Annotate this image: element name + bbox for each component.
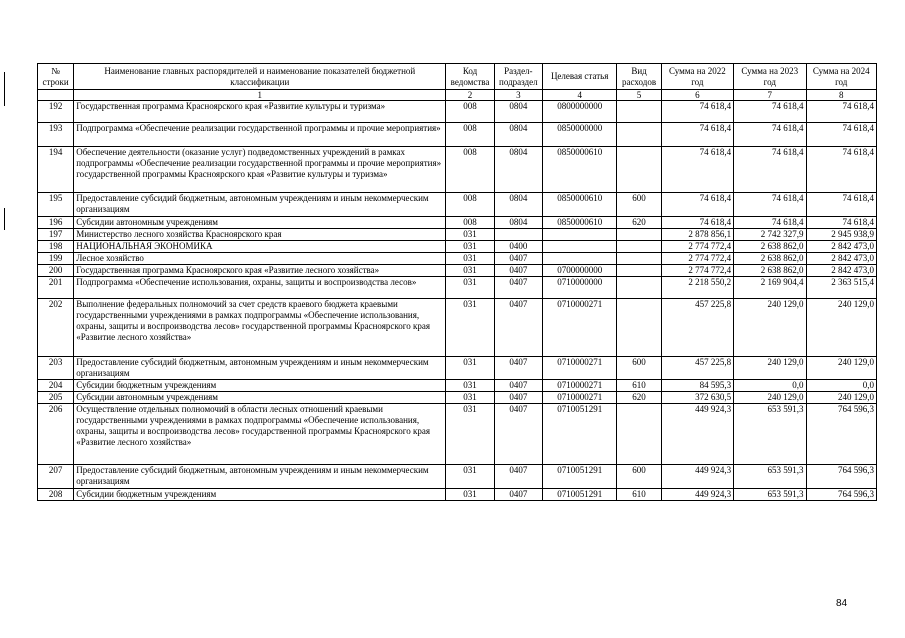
row-section-cell: 0407 [494, 392, 542, 404]
row-sum-2024-cell: 764 596,3 [806, 404, 877, 465]
row-section-cell: 0407 [494, 277, 542, 299]
row-expense-type-cell [617, 277, 661, 299]
row-number-cell: 196 [38, 217, 74, 229]
row-expense-type-cell [617, 299, 661, 357]
row-expense-type-cell: 610 [617, 489, 661, 501]
column-number: 1 [74, 90, 446, 101]
row-sum-2024-cell: 74 618,4 [806, 101, 877, 123]
table-row [38, 241, 877, 253]
row-section-cell: 0804 [494, 217, 542, 229]
row-target-item-cell: 0710000271 [542, 392, 616, 404]
row-sum-2022-cell: 2 218 550,2 [661, 277, 733, 299]
row-section-cell: 0407 [494, 265, 542, 277]
table-row [38, 147, 877, 193]
table-row [38, 253, 877, 265]
row-section-cell: 0400 [494, 241, 542, 253]
row-section-cell: 0407 [494, 299, 542, 357]
row-sum-2024-cell: 2 945 938,9 [806, 229, 877, 241]
row-sum-2023-cell: 74 618,4 [734, 147, 806, 193]
row-section-cell: 0407 [494, 404, 542, 465]
row-section-cell: 0804 [494, 193, 542, 217]
row-sum-2024-cell: 74 618,4 [806, 193, 877, 217]
row-sum-2023-cell: 653 591,3 [734, 489, 806, 501]
table-row [38, 265, 877, 277]
row-sum-2022-cell: 449 924,3 [661, 465, 733, 489]
row-expense-type-cell: 610 [617, 380, 661, 392]
row-section-cell: 0804 [494, 101, 542, 123]
row-sum-2024-cell: 74 618,4 [806, 217, 877, 229]
row-expense-type-cell [617, 404, 661, 465]
column-number: 2 [446, 90, 494, 101]
row-sum-2024-cell: 0,0 [806, 380, 877, 392]
row-sum-2022-cell: 74 618,4 [661, 101, 733, 123]
row-sum-2023-cell: 74 618,4 [734, 123, 806, 147]
row-section-cell: 0804 [494, 123, 542, 147]
row-name-cell: Предоставление субсидий бюджетным, автономным учреждениям и иным некоммерческим организациям [74, 357, 446, 380]
header-sum-2023: Сумма на 2023 год [734, 64, 806, 90]
row-sum-2024-cell: 764 596,3 [806, 465, 877, 489]
row-sum-2022-cell: 74 618,4 [661, 193, 733, 217]
row-expense-type-cell [617, 101, 661, 123]
column-number: 6 [661, 90, 733, 101]
row-sum-2023-cell: 653 591,3 [734, 404, 806, 465]
row-number-cell: 194 [38, 147, 74, 193]
row-expense-type-cell [617, 241, 661, 253]
header-sum-2022: Сумма на 2022 год [661, 64, 733, 90]
row-dept-code-cell: 008 [446, 101, 494, 123]
row-name-cell: Выполнение федеральных полномочий за счет средств краевого бюджета краевыми государственными учреждениями в рамках подпрограммы «Обеспечение использования, охраны, защиты и воспроизводства лесов» государственной программы Красноярского края «Развитие лесного хозяйства» [74, 299, 446, 357]
row-dept-code-cell: 031 [446, 299, 494, 357]
row-name-cell: НАЦИОНАЛЬНАЯ ЭКОНОМИКА [74, 241, 446, 253]
row-target-item-cell: 0710000271 [542, 380, 616, 392]
row-sum-2024-cell: 2 842 473,0 [806, 241, 877, 253]
column-number: 5 [617, 90, 661, 101]
row-target-item-cell: 0710000271 [542, 299, 616, 357]
row-name-cell: Государственная программа Красноярского края «Развитие культуры и туризма» [74, 101, 446, 123]
row-expense-type-cell: 600 [617, 357, 661, 380]
header-dept-code: Код ведомства [446, 64, 494, 90]
row-name-cell: Осуществление отдельных полномочий в области лесных отношений краевыми государственными учреждениями в рамках подпрограммы «Обеспечение использования, охраны, защиты и воспроизводства лесов» государственной программы Красноярского края «Развитие лесного хозяйства» [74, 404, 446, 465]
row-name-cell: Обеспечение деятельности (оказание услуг) подведомственных учреждений в рамках подпрограммы «Обеспечение реализации государственной программы и прочие мероприятия» государственной программы Красноярского края «Развитие культуры и туризма» [74, 147, 446, 193]
row-sum-2022-cell: 74 618,4 [661, 123, 733, 147]
row-section-cell [494, 229, 542, 241]
row-sum-2022-cell: 449 924,3 [661, 489, 733, 501]
row-sum-2023-cell: 653 591,3 [734, 465, 806, 489]
row-sum-2022-cell: 449 924,3 [661, 404, 733, 465]
row-dept-code-cell: 031 [446, 265, 494, 277]
row-name-cell: Субсидии бюджетным учреждениям [74, 489, 446, 501]
header-sum-2024: Сумма на 2024 год [806, 64, 877, 90]
row-sum-2024-cell: 764 596,3 [806, 489, 877, 501]
row-sum-2022-cell: 372 630,5 [661, 392, 733, 404]
row-sum-2023-cell: 74 618,4 [734, 217, 806, 229]
row-sum-2023-cell: 2 638 862,0 [734, 241, 806, 253]
header-target-item: Целевая статья [542, 64, 616, 90]
table-row [38, 404, 877, 465]
row-sum-2023-cell: 2 638 862,0 [734, 253, 806, 265]
row-expense-type-cell [617, 229, 661, 241]
table-row [38, 465, 877, 489]
row-expense-type-cell [617, 147, 661, 193]
table-row [38, 357, 877, 380]
row-sum-2023-cell: 240 129,0 [734, 299, 806, 357]
row-expense-type-cell: 600 [617, 465, 661, 489]
table-row [38, 392, 877, 404]
row-sum-2024-cell: 74 618,4 [806, 147, 877, 193]
header-name: Наименование главных распорядителей и наименование показателей бюджетной классификации [74, 64, 446, 90]
row-number-cell: 197 [38, 229, 74, 241]
page-number: 84 [836, 598, 848, 609]
column-number [38, 90, 74, 101]
row-name-cell: Субсидии автономным учреждениям [74, 217, 446, 229]
row-sum-2022-cell: 84 595,3 [661, 380, 733, 392]
row-section-cell: 0407 [494, 357, 542, 380]
row-name-cell: Подпрограмма «Обеспечение реализации государственной программы и прочие мероприятия» [74, 123, 446, 147]
row-sum-2023-cell: 2 169 904,4 [734, 277, 806, 299]
row-number-cell: 201 [38, 277, 74, 299]
row-number-cell: 202 [38, 299, 74, 357]
header-section: Раздел-подраздел [494, 64, 542, 90]
margin-mark-middle [4, 208, 5, 230]
row-section-cell: 0407 [494, 489, 542, 501]
row-section-cell: 0407 [494, 380, 542, 392]
row-sum-2022-cell: 74 618,4 [661, 217, 733, 229]
row-number-cell: 205 [38, 392, 74, 404]
row-dept-code-cell: 031 [446, 229, 494, 241]
row-sum-2022-cell: 457 225,8 [661, 357, 733, 380]
row-target-item-cell: 0710051291 [542, 465, 616, 489]
table-row [38, 299, 877, 357]
margin-mark-top [4, 72, 5, 106]
row-sum-2024-cell: 240 129,0 [806, 299, 877, 357]
row-number-cell: 206 [38, 404, 74, 465]
row-target-item-cell: 0850000610 [542, 217, 616, 229]
row-target-item-cell: 0850000000 [542, 123, 616, 147]
row-name-cell: Лесное хозяйство [74, 253, 446, 265]
row-sum-2022-cell: 2 878 856,1 [661, 229, 733, 241]
row-target-item-cell [542, 229, 616, 241]
row-sum-2023-cell: 2 638 862,0 [734, 265, 806, 277]
row-expense-type-cell: 600 [617, 193, 661, 217]
row-dept-code-cell: 031 [446, 253, 494, 265]
row-number-cell: 198 [38, 241, 74, 253]
row-target-item-cell [542, 241, 616, 253]
row-expense-type-cell [617, 253, 661, 265]
header-no: № строки [38, 64, 74, 90]
row-section-cell: 0407 [494, 253, 542, 265]
row-dept-code-cell: 031 [446, 465, 494, 489]
row-sum-2023-cell: 2 742 327,9 [734, 229, 806, 241]
row-name-cell: Субсидии автономным учреждениям [74, 392, 446, 404]
row-target-item-cell: 0850000610 [542, 193, 616, 217]
row-number-cell: 203 [38, 357, 74, 380]
row-sum-2022-cell: 2 774 772,4 [661, 253, 733, 265]
row-dept-code-cell: 031 [446, 404, 494, 465]
table-row [38, 101, 877, 123]
row-sum-2023-cell: 240 129,0 [734, 392, 806, 404]
row-dept-code-cell: 008 [446, 193, 494, 217]
row-sum-2022-cell: 2 774 772,4 [661, 241, 733, 253]
row-dept-code-cell: 008 [446, 123, 494, 147]
row-number-cell: 207 [38, 465, 74, 489]
table-row [38, 489, 877, 501]
budget-table [37, 63, 877, 501]
row-expense-type-cell [617, 265, 661, 277]
row-number-cell: 192 [38, 101, 74, 123]
row-name-cell: Предоставление субсидий бюджетным, автономным учреждениям и иным некоммерческим организациям [74, 465, 446, 489]
row-expense-type-cell: 620 [617, 217, 661, 229]
column-number: 7 [734, 90, 806, 101]
column-number: 3 [494, 90, 542, 101]
row-number-cell: 200 [38, 265, 74, 277]
table-row [38, 123, 877, 147]
column-number: 8 [806, 90, 877, 101]
row-dept-code-cell: 008 [446, 147, 494, 193]
row-sum-2022-cell: 74 618,4 [661, 147, 733, 193]
row-sum-2024-cell: 240 129,0 [806, 357, 877, 380]
row-sum-2022-cell: 2 774 772,4 [661, 265, 733, 277]
row-target-item-cell: 0850000610 [542, 147, 616, 193]
row-sum-2023-cell: 74 618,4 [734, 193, 806, 217]
row-dept-code-cell: 008 [446, 217, 494, 229]
row-sum-2022-cell: 457 225,8 [661, 299, 733, 357]
row-sum-2023-cell: 0,0 [734, 380, 806, 392]
row-number-cell: 204 [38, 380, 74, 392]
row-name-cell: Подпрограмма «Обеспечение использования, охраны, защиты и воспроизводства лесов» [74, 277, 446, 299]
table-row [38, 229, 877, 241]
row-name-cell: Министерство лесного хозяйства Красноярского края [74, 229, 446, 241]
row-target-item-cell [542, 253, 616, 265]
row-dept-code-cell: 031 [446, 489, 494, 501]
row-sum-2024-cell: 74 618,4 [806, 123, 877, 147]
row-expense-type-cell: 620 [617, 392, 661, 404]
row-target-item-cell: 0710051291 [542, 489, 616, 501]
table-body [38, 101, 877, 501]
row-dept-code-cell: 031 [446, 241, 494, 253]
row-name-cell: Субсидии бюджетным учреждениям [74, 380, 446, 392]
row-dept-code-cell: 031 [446, 392, 494, 404]
row-target-item-cell: 0800000000 [542, 101, 616, 123]
row-sum-2024-cell: 2 363 515,4 [806, 277, 877, 299]
row-sum-2024-cell: 2 842 473,0 [806, 253, 877, 265]
row-expense-type-cell [617, 123, 661, 147]
table-row [38, 193, 877, 217]
row-sum-2024-cell: 240 129,0 [806, 392, 877, 404]
row-sum-2024-cell: 2 842 473,0 [806, 265, 877, 277]
row-number-cell: 199 [38, 253, 74, 265]
row-dept-code-cell: 031 [446, 380, 494, 392]
column-number: 4 [542, 90, 616, 101]
row-section-cell: 0804 [494, 147, 542, 193]
row-sum-2023-cell: 74 618,4 [734, 101, 806, 123]
row-dept-code-cell: 031 [446, 357, 494, 380]
row-name-cell: Предоставление субсидий бюджетным, автономным учреждениям и иным некоммерческим организациям [74, 193, 446, 217]
row-target-item-cell: 0710000000 [542, 277, 616, 299]
table-row [38, 380, 877, 392]
row-target-item-cell: 0710000271 [542, 357, 616, 380]
row-number-cell: 195 [38, 193, 74, 217]
row-target-item-cell: 0710051291 [542, 404, 616, 465]
row-dept-code-cell: 031 [446, 277, 494, 299]
row-sum-2023-cell: 240 129,0 [734, 357, 806, 380]
column-number-row [38, 90, 877, 101]
row-target-item-cell: 0700000000 [542, 265, 616, 277]
row-number-cell: 193 [38, 123, 74, 147]
header-row [38, 64, 877, 90]
table-row [38, 217, 877, 229]
header-expense-type: Вид расходов [617, 64, 661, 90]
row-section-cell: 0407 [494, 465, 542, 489]
row-name-cell: Государственная программа Красноярского края «Развитие лесного хозяйства» [74, 265, 446, 277]
row-number-cell: 208 [38, 489, 74, 501]
table-row [38, 277, 877, 299]
